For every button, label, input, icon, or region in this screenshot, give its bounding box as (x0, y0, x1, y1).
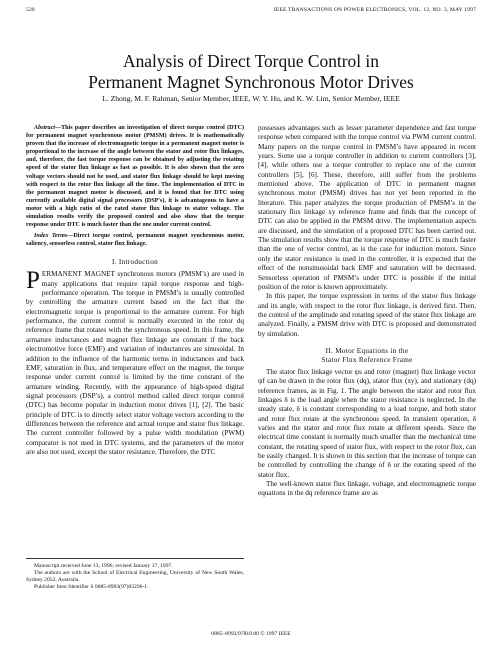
author-list: L. Zhong, M. F. Rahman, Senior Member, IEEE, W. Y. Hu, and K. W. Lim, Senior Member, IEEE (102, 94, 400, 103)
section-heading-motor-equations (258, 347, 476, 365)
page-number: 528 (26, 7, 35, 13)
abstract-text: This paper describes an investigation of direct torque control (DTC) for permanent magnet synchronous motor (PMSM) drives. It is mathematically proven that the increase of electromagnetic torque in a permanent magnet motor is proportional to the increase of the angle between the stator and rotor flux linkages, and, therefore, the fast torque response can be obtained by adjusting the rotating speed of the stator flux linkage as fast as possible. It is also shown that the zero voltage vectors should not be used, and stator flux linkage should be kept moving with respect to the rotor flux linkage all the time. The implementation of DTC in the permanent magnet motor is discussed, and it is found that for DTC using currently available digital signal processors (DSP's), it is advantageous to have a motor with a high ratio of the rated stator flux linkage to stator voltage. The simulation results verify the proposed control and also show that the torque response under DTC is much faster than the one under current control. (26, 125, 244, 229)
running-header (26, 7, 476, 17)
section2-paragraph-2: The well-known stator flux linkage, voltage, and electromagnetic torque equations in the dq reference frame are as (258, 480, 476, 498)
section-heading-line-1: II. Motor Equations in the (325, 346, 409, 355)
paper-title (0, 51, 502, 93)
index-terms-text: Direct torque control, permanent magnet synchronous motor, saliency, sensorless control, stator flux linkage. (26, 233, 244, 248)
abstract-label: Abstract— (34, 125, 62, 131)
title-line-1: Analysis of Direct Torque Control in (123, 51, 379, 71)
section-heading-introduction: I. Introduction (111, 258, 159, 267)
intro-paragraph-1 (26, 267, 244, 457)
title-line-2: Permanent Magnet Synchronous Motor Drives (88, 72, 414, 92)
section2-paragraph-1: The stator flux linkage vector ψs and rotor (magnet) flux linkage vector ψf can be drawn in the rotor flux (dq), stator flux (xy), and stationary (dq) reference frames, as in Fig. 1. The angle between the stator and rotor flux linkages δ is the load angle when the stator resistance is neglected. In the steady state, δ is constant corresponding to a load torque, and both stator and rotor flux rotate at the synchronous speed. In transient operation, δ varies and the stator and rotor flux rotate at different speeds. Since the electrical time constant is normally much smaller than the mechanical time constant, the rotating speed of stator flux, with respect to the rotor flux, can be easily changed. It is shown in this section that the increase of torque can be controlled by controlling the change of δ or the rotating speed of the stator flux. (258, 367, 476, 479)
footnote-affiliation: The authors are with the School of Electrical Engineering, University of New South Wales, Sydney 2052, Australia. (26, 570, 244, 583)
index-terms-label: Index Terms— (34, 233, 74, 240)
footnote-received: Manuscript received June 13, 1996; revised January 17, 1997. (34, 563, 173, 569)
index-terms (26, 232, 244, 248)
drop-cap: P (26, 267, 40, 295)
footnotes (26, 558, 244, 591)
copyright-line: 0885–8993/97$10.00 © 1997 IEEE (211, 631, 291, 637)
footnote-identifier: Publisher Item Identifier S 0885-8993(97)03296-1. (34, 584, 149, 590)
journal-citation: IEEE TRANSACTIONS ON POWER ELECTRONICS, VOL. 12, NO. 3, MAY 1997 (273, 7, 476, 13)
right-column (258, 124, 476, 499)
intro-paragraph-1-text: ERMANENT MAGNET synchronous motors (PMSM’s) are used in many applications that require rapid torque response and high-performance operation. The torque in PMSM’s is usually controlled by controlling the armature current based on the fact that the electromagnetic torque is proportional to the armature current. For high performance, the current control is normally executed in the rotor dq reference frame that rotates with the synchronous speed. In this frame, the armature inductances and magnet flux linkage are constant if the back electromotive force (EMF) and variation of inductances are sinusoidal. In addition to the influence of the harmonic terms in inductances and back EMF, saturation in flux, and temperature effect on the magnet, the torque response under current control is limited by the time constant of the armature winding. Recently, with the appearance of high-speed digital signal processors (DSP’s), a control method called direct torque control (DTC) has become popular in induction motor drives [1], [2]. The basic principle of DTC is to directly select stator voltage vectors according to the differences between the reference and actual torque and stator flux linkage. The current controller followed by a pulse width modulation (PWM) comparator is not used in DTC systems, and the parameters of the motor are also not used, except the stator resistance. Therefore, the DTC (26, 270, 244, 456)
section-heading-line-2: Stator Flux Reference Frame (321, 355, 413, 364)
intro-paragraph-2: In this paper, the torque expression in terms of the stator flux linkage and its angle, with respect to the rotor flux linkage, is derived first. Then, the control of the amplitude and rotating speed of the stator flux linkage are analyzed. Finally, a PMSM drive with DTC is proposed and demonstrated by simulation. (258, 292, 476, 338)
abstract (26, 124, 244, 229)
intro-paragraph-1-continued: possesses advantages such as lesser parameter dependence and fast torque response when compared with the torque control via PWM current control. Many papers on the torque control in PMSM’s have appeared in recent years. Some use a torque controller in addition to current controllers [3], [4], while others use a torque controller to replace one of the current controllers [5], [6]. These, therefore, still suffer from the problems mentioned above. The application of DTC in permanent magnet synchronous motor (PMSM) drives has not yet been reported in the literature. This paper analyzes the torque production of PMSM’s in the stationary flux linkage xy reference frame and finds that the concept of DTC can also be applied in the PMSM drive. The implementation aspects are discussed, and the simulation of a proposed DTC has been carried out. The simulation results show that the torque response of DTC is much faster than the one of vector control, as is the case for induction motors. Since only the stator resistance is used in the controller, it is expected that the effect of the nonsinusoidal back EMF and saturation will be decreased. Sensorless operation of PMSM’s under DTC is possible if the initial position of the rotor is known approximately. (258, 124, 476, 291)
left-column (26, 124, 244, 457)
